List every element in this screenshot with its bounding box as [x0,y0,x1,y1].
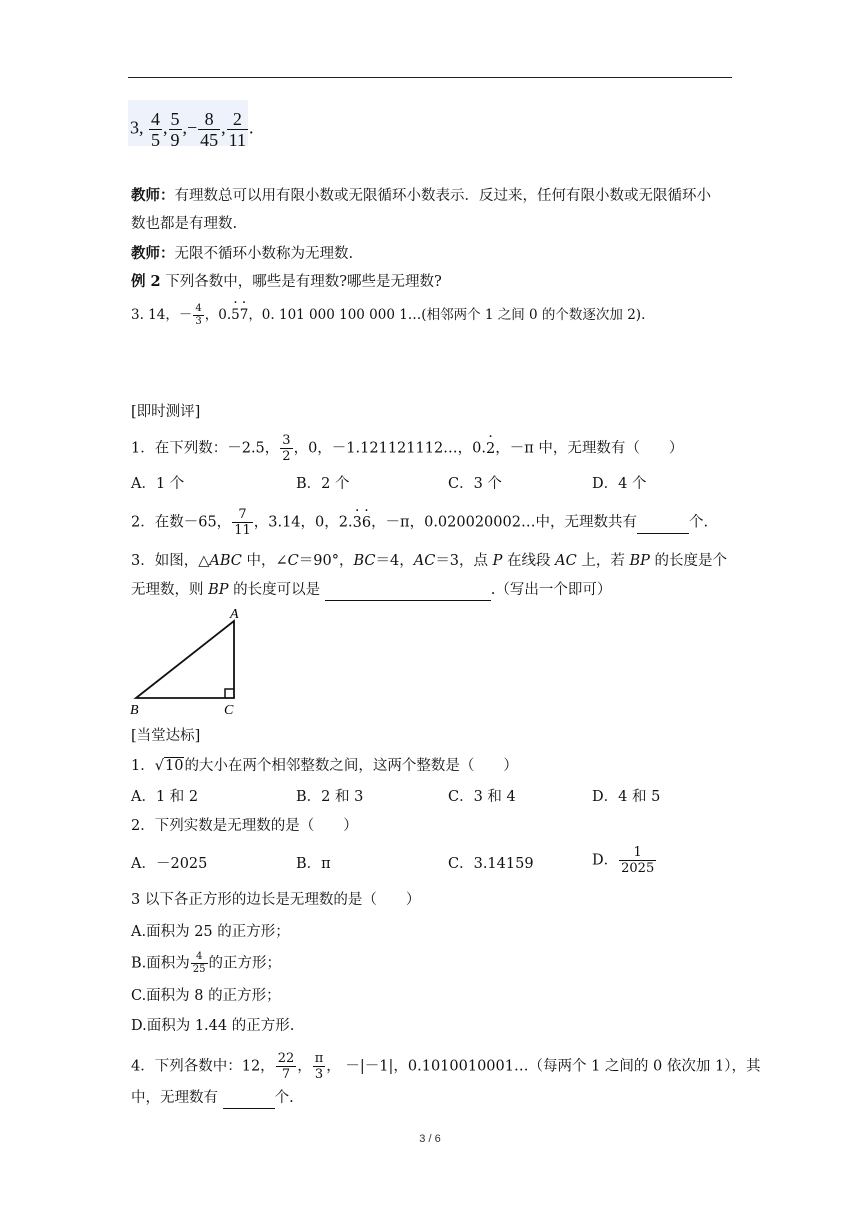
target-q3-option-d[interactable]: D.面积为 1.44 的正方形. [131,1018,295,1034]
question-text: .（写出一个即可） [490,582,612,598]
answer-blank[interactable] [223,1088,275,1109]
question-text: 上，若 [576,553,630,569]
question-text: ＝4， [375,553,414,569]
denominator: 11 [234,523,251,538]
option-text: 的正方形； [208,955,281,972]
example-2-question [131,272,442,292]
repeating-digit: · 3 [353,513,362,533]
target-q1-option-c[interactable]: C．3 和 4 [448,789,516,805]
number-text: ，0. 101 000 100 000 1…(相邻两个 1 之间 0 的个数逐次加 2). [248,307,646,323]
target-q1-option-d[interactable]: D．4 和 5 [592,789,661,805]
numerator: 22 [277,1051,295,1066]
question-text: ＝90°， [298,553,354,569]
fraction-8-45 [198,110,220,149]
target-q1-option-b[interactable]: B．2 和 3 [296,789,364,805]
numerator: 1 [619,846,656,861]
number-text: ，0. [204,307,232,323]
teacher-text: 有理数总可以用有限小数或无限循环小数表示．反过来，任何有限小数或无限循环小 [174,188,711,204]
quiz-question-3-cont [131,580,611,601]
answer-blank[interactable] [637,513,689,534]
teacher-label: 教师： [131,187,175,204]
question-text: 1．在下列数：－2.5， [131,440,280,457]
fraction-2-11 [227,110,248,149]
math-var: AC [555,553,577,569]
triangle-figure [124,606,254,720]
numerator: π [314,1051,324,1066]
teacher-statement-1 [131,186,711,206]
fraction-5-9 [169,110,182,149]
target-q1-option-a[interactable]: A．1 和 2 [131,789,199,805]
example-2-numbers [131,304,645,327]
question-text: 3．如图，△ [131,553,210,569]
numerator: 3 [282,433,291,448]
target-question-1 [131,756,518,776]
math-var: BC [353,553,376,569]
answer-blank[interactable] [325,580,491,601]
target-question-3: 3 以下各正方形的边长是无理数的是（ ） [131,892,421,908]
quiz-q1-option-a[interactable]: A．1 个 [131,476,185,492]
numerator: 4 [191,952,208,964]
numerator: 4 [195,303,202,314]
question-text: 无理数，则 [131,582,209,598]
fraction-4-25 [191,952,208,975]
numerator: 5 [170,109,180,129]
question-text: 个. [274,1090,294,1106]
numerator: 8 [198,110,220,130]
denominator: 11 [228,130,246,150]
question-text: ，3.14，0，2. [253,514,353,531]
separator: , [139,117,144,138]
radicand: 10 [164,758,184,774]
section-class-target: [当堂达标] [131,728,201,744]
header-rule [128,77,732,78]
question-text: ， －|－1|，0.1010010001…（每两个 1 之间的 0 依次加 1），其 [326,1058,761,1075]
fraction-22-7 [276,1052,297,1081]
question-text: ，－π，0.020020002…中，无理数共有 [371,514,637,531]
target-q3-option-a[interactable]: A.面积为 25 的正方形； [131,924,290,940]
period: . [249,117,254,138]
question-text: 中，无理数有 [131,1090,223,1106]
fraction-7-11 [232,508,253,537]
teacher-label: 教师： [131,245,175,262]
separator: , [163,117,168,138]
quiz-q1-option-d[interactable]: D．4 个 [592,476,647,492]
math-var: ABC [209,553,242,569]
denominator: 3 [314,1067,324,1082]
target-q3-option-b[interactable] [131,952,281,975]
separator: ， [297,1058,312,1075]
question-text: ，0，－1.121121112…，0. [293,440,487,457]
denominator: 2025 [621,861,655,876]
question-text: 4．下列各数中：12， [131,1058,275,1075]
numerator: 2 [227,110,248,130]
question-text: 2．在数－65， [131,514,232,531]
minus-sign: － [178,307,193,323]
target-question-4-cont [131,1088,294,1109]
teacher-text: 无限不循环小数称为无理数. [174,246,354,262]
quiz-question-1 [131,434,683,463]
quiz-question-2 [131,508,708,537]
fraction-4-3 [193,304,203,327]
minus-sign: − [187,117,198,138]
page-number: 3 / 6 [419,1133,441,1145]
question-text: 的长度可以是 [228,582,325,598]
intro-number-3: 3 [130,117,139,138]
target-q2-option-d[interactable] [592,846,657,875]
vertex-label-a: A [230,607,239,622]
numerator: 7 [232,508,253,523]
separator: , [182,117,187,138]
vertex-label-c: C [224,703,234,718]
example-label: 例 2 [131,273,161,290]
target-q3-option-c[interactable]: C.面积为 8 的正方形； [131,988,281,1004]
target-q2-option-b[interactable]: B．π [296,856,331,872]
question-text: ＝3，点 [435,553,493,569]
example-text: 下列各数中，哪些是有理数?哪些是无理数? [165,274,442,290]
denominator: 3 [195,316,202,327]
question-text: 1． [131,758,155,774]
target-q2-option-c[interactable]: C．3.14159 [448,856,534,872]
intro-number-list [128,100,254,150]
teacher-statement-2 [131,244,353,264]
denominator: 25 [192,964,206,975]
option-text: B.面积为 [131,955,190,972]
quiz-q1-option-b[interactable]: B．2 个 [296,476,350,492]
teacher-statement-1-cont: 数也都是有理数. [131,216,238,232]
number-text: 3. 14， [131,307,179,323]
repeating-digit: · 2 [486,439,495,459]
option-label: D． [592,852,619,869]
denominator: 7 [281,1067,291,1082]
question-text: 个. [688,514,709,531]
denominator: 5 [151,130,160,150]
repeating-digit: · 6 [362,513,371,533]
numerator: 4 [151,109,160,129]
right-angle-mark [225,689,234,698]
question-text: 的长度是个 [649,553,727,569]
denominator: 2 [282,449,291,464]
quiz-q1-option-c[interactable]: C．3 个 [448,476,502,492]
question-text: 中，∠ [241,553,288,569]
repeating-digit: · 7 [240,305,249,325]
math-var: P [492,553,503,569]
fraction-1-2025 [619,846,656,875]
math-var: BP [208,582,229,598]
target-question-2: 2．下列实数是无理数的是（ ） [131,818,358,834]
repeating-digit: · 5 [231,305,240,325]
target-q2-option-a[interactable]: A．－2025 [131,856,208,872]
fraction-pi-3 [313,1052,326,1081]
fraction-4-5 [149,110,162,149]
target-question-4 [131,1052,760,1081]
separator: , [221,117,226,138]
question-text: 在线段 [502,553,556,569]
vertex-label-b: B [130,703,139,718]
denominator: 45 [200,130,219,150]
quiz-question-3 [131,551,727,571]
question-text: 的大小在两个相邻整数之间，这两个整数是（ ） [184,758,518,774]
question-text: ，－π 中，无理数有（ ） [495,440,684,457]
denominator: 9 [170,130,180,150]
math-var: AC [413,553,436,569]
math-var: C [287,553,299,569]
fraction-3-2 [280,434,292,463]
math-var: BP [629,553,650,569]
triangle-abc [136,621,234,698]
section-instant-quiz: [即时测评] [131,404,201,420]
square-root-10: √10 [154,758,184,774]
